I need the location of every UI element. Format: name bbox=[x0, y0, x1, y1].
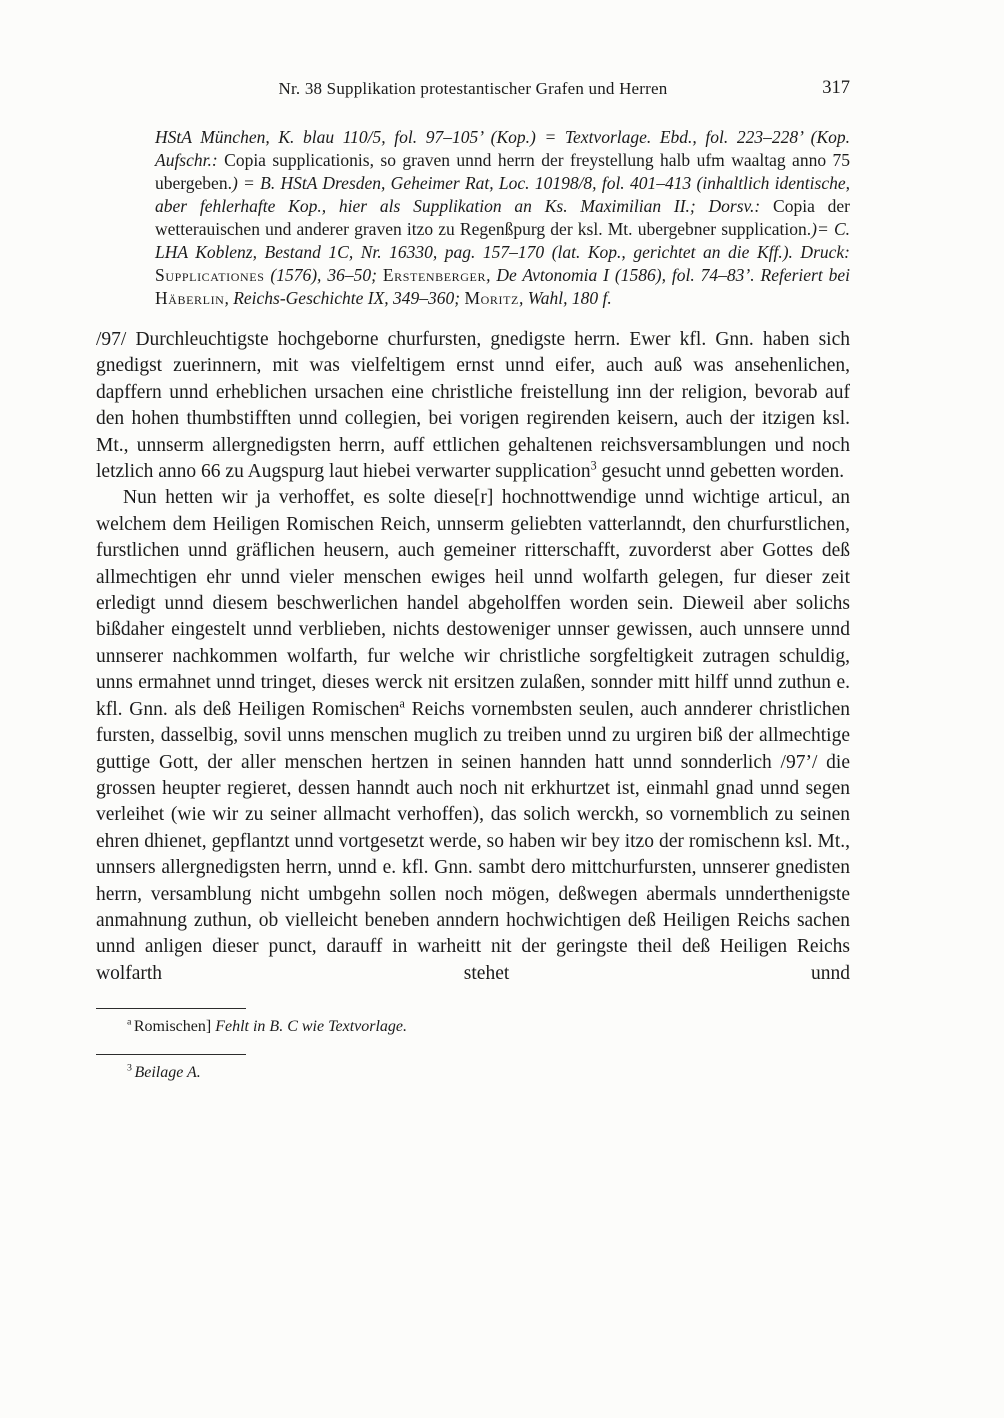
footnote-separator-1 bbox=[96, 1008, 246, 1009]
paragraph-2: Nun hetten wir ja verhoffet, es solte diese[r] hochnottwendige unnd wichtige articul, an welchem dem Heiligen Romischen Reich, unnserm geliebten vatterlanndt, den churfurstlichen, furstlichen unnd gräflichen heusern, auch gemeiner ritterschafft, zuvorderst aber Gottes deß allmechtigen ehr unnd vieler menschen ewiges heil unnd wolfarth gelegen, fur dieser zeit erledigt unnd diesem beschwerlichen handel abgeholffen worden sein. Dieweil aber solichs bißdaher eingestelt unnd verblieben, nichts destoweniger unnser gewissen, auch unnsere unnd unnserer nachkommen wolfarth, fur welche wir christliche sorgfeltigkeit zutragen schuldig, unns ermahnet unnd tringet, dieses werck nit ersitzen zulaßen, sonnder mitt hilff unnd zuthun e. kfl. Gnn. als deß Heiligen Romischen$^a$ Reichs vornembsten seulen, auch annderer christlichen fursten, dasselbig, sovil unns menschen muglich zu treiben unnd zu urgiren biß der allmechtige guttige Gott, der aller menschen hertzen in seinen hannden hatt unnd sonnderlich /97’/ die grossen heupter regieret, dessen hanndt auch noch nit erkhurtzet ist, einmahl gnad unnd segen verleihet (wie wir zu seiner allmacht verhoffen), das solich werckh, so vornemblich zu seinen ehren dhienet, gepflantzt unnd vortgesetzt werde, so haben wir bey itzo der romischenn ksl. Mt., unnsers allergnedigsten herrn, unnd e. kfl. Gnn. sambt dero mittchurfursten, unnserer gnedisten herrn, versamblung nicht umbgehn sollen noch mögen, deßwegen abermals unnderthenigste anmahnung zuthun, ob vielleicht beneben anndern hochwichtigen deß Heiligen Reichs sachen unnd anligen dieser punct, darauff in warheitt nit der geringste theil deß Heiligen Reichs wolfarth stehet unnd bbox=[96, 487, 850, 984]
paragraph-1: /97/ Durchleuchtigste hochgeborne churfursten, gnedigste herrn. Ewer kfl. Gnn. haben sich gnedigst zuerinnern, mit was vielfeltigem ernst unnd eifer, auch auß was ansehenlichen, dapffern unnd erheblichen ursachen eine christliche freistellung inn der religion, bevorab auf den hohen thumbstifften unnd collegien, bei vorigen regirenden keisern, auch der itzigen ksl. Mt., unnserm allergnedigsten herrn, auff ettlichen gehaltenen reichsversamblungen und noch letzlich anno 66 zu Augspurg laut hiebei verwarter supplication$^3$ gesucht unnd gebetten worden. bbox=[96, 329, 850, 483]
body-text bbox=[96, 327, 850, 987]
footnote-separator-2 bbox=[96, 1054, 246, 1055]
page-number: 317 bbox=[822, 78, 850, 98]
footnotes bbox=[96, 1008, 850, 1083]
running-header bbox=[96, 78, 850, 102]
text-column bbox=[96, 78, 850, 1100]
footnote-3: $^3$ Beilage A. bbox=[127, 1062, 201, 1082]
source-note: HStA München, K. blau 110/5, fol. 97–105’ (Kop.) = Textvorlage. Ebd., fol. 223–228’ (Kop. Aufschr.: Copia supplicationis, so graven unnd herrn der freystellung halb ufm waaltag anno 75 ubergeben.) = B. HStA Dresden, Geheimer Rat, Loc. 10198/8, fol. 401–413 (inhaltlich identische, aber fehlerhafte Kop., hier als Supplikation an Ks. Maximilian II.; Dorsv.: Copia der wetterauischen und anderer graven itzo zu Regenßpurg der ksl. Mt. ubergebner supplication.)= C. LHA Koblenz, Bestand 1C, Nr. 16330, pag. 157–170 (lat. Kop., gerichtet an die Kff.). Druck: Supplicationes (1576), 36–50; Erstenberger, De Avtonomia I (1586), fol. 74–83’. Referiert bei Häberlin, Reichs-Geschichte IX, 349–360; Moritz, Wahl, 180 f. bbox=[155, 127, 851, 308]
footnote-a: $^a$ Romischen] Fehlt in B. C wie Textvorlage. bbox=[127, 1016, 408, 1036]
running-head-title: Nr. 38 Supplikation protestantischer Grafen und Herren bbox=[278, 79, 668, 98]
